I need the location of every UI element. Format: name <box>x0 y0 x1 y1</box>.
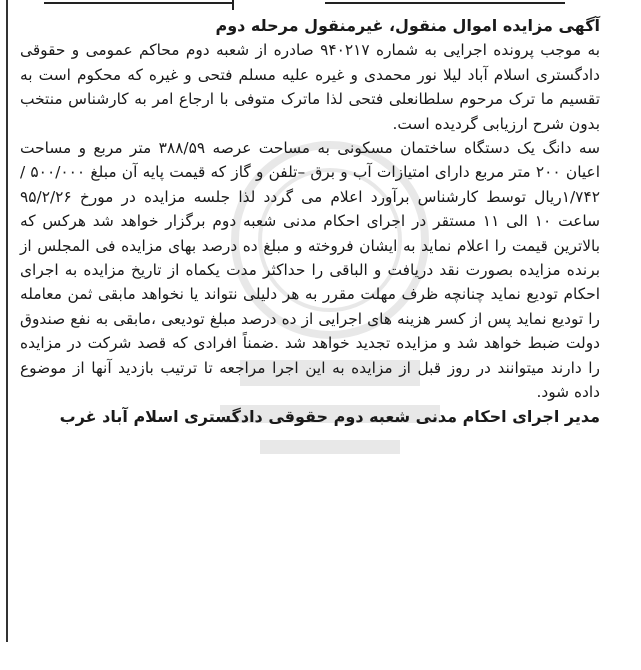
top-divider-right <box>325 2 565 4</box>
notice-paragraph-details: سه دانگ یک دستگاه ساختمان مسکونی به مساحت عرصه ۳۸۸/۵۹ متر مربع و مساحت اعیان ۲۰۰ متر مربع دارای امتیازات آب و برق –تلفن و گاز که قیمت پایه آن مبلغ ۵۰۰/۰۰۰ /۱/۷۴۲ریال توسط کارشناس برآورد اعلام می گردد لذا جلسه مزایده در مورخ ۹۵/۲/۲۶ ساعت ۱۰ الی ۱۱ مستقر در اجرای احکام مدنی شعبه دوم برگزار خواهد شد هرکس که بالاترین قیمت را اعلام نماید به ایشان فروخته و مبلغ ده درصد بهای مزایده فی المجلس از برنده مزایده بصورت نقد دریافت و الباقی را حداکثر مدت یکماه از تاریخ مزایده به اجرای احکام تودیع نماید چنانچه ظرف مهلت مقرر به هر دلیلی نتواند یا نخواهد مابقی ثمن معامله را تودیع نماید پس از کسر هزینه های اجرایی از ده درصد مبلغ تودیعی ،مابقی به نفع صندوق دولت ضبط خواهد شد و مزایده تجدید خواهد شد .ضمناً افرادی که قصد شرکت در مزایده را دارند میتوانند در روز قبل از مزایده به این اجرا مراجعه تا ترتیب بازدید آنها از موضوع داده شود. <box>20 139 601 402</box>
auction-notice <box>20 14 600 429</box>
top-divider-left <box>44 2 232 4</box>
notice-paragraph-intro: به موجب پرونده اجرایی به شماره ۹۴۰۲۱۷ صادره از شعبه دوم محاکم عمومی و حقوقی دادگستری اسلام آباد لیلا نور محمدی و غیره علیه مسلم فتحی و غیره که محکوم است به تقسیم ما ترک مرحوم سلطانعلی فتحی لذا ماترک متوفی با ارجاع امر به کارشناس منتخب بدون شرح ارزیابی گردیده است. <box>20 41 600 133</box>
left-border-line <box>6 0 8 642</box>
notice-title: آگهی مزایده اموال منقول، غیرمنقول مرحله دوم <box>215 16 600 35</box>
notice-signature: مدیر اجرای احکام مدنی شعبه دوم حقوقی دادگستری اسلام آباد غرب <box>59 406 600 426</box>
top-divider-tick <box>232 0 234 10</box>
